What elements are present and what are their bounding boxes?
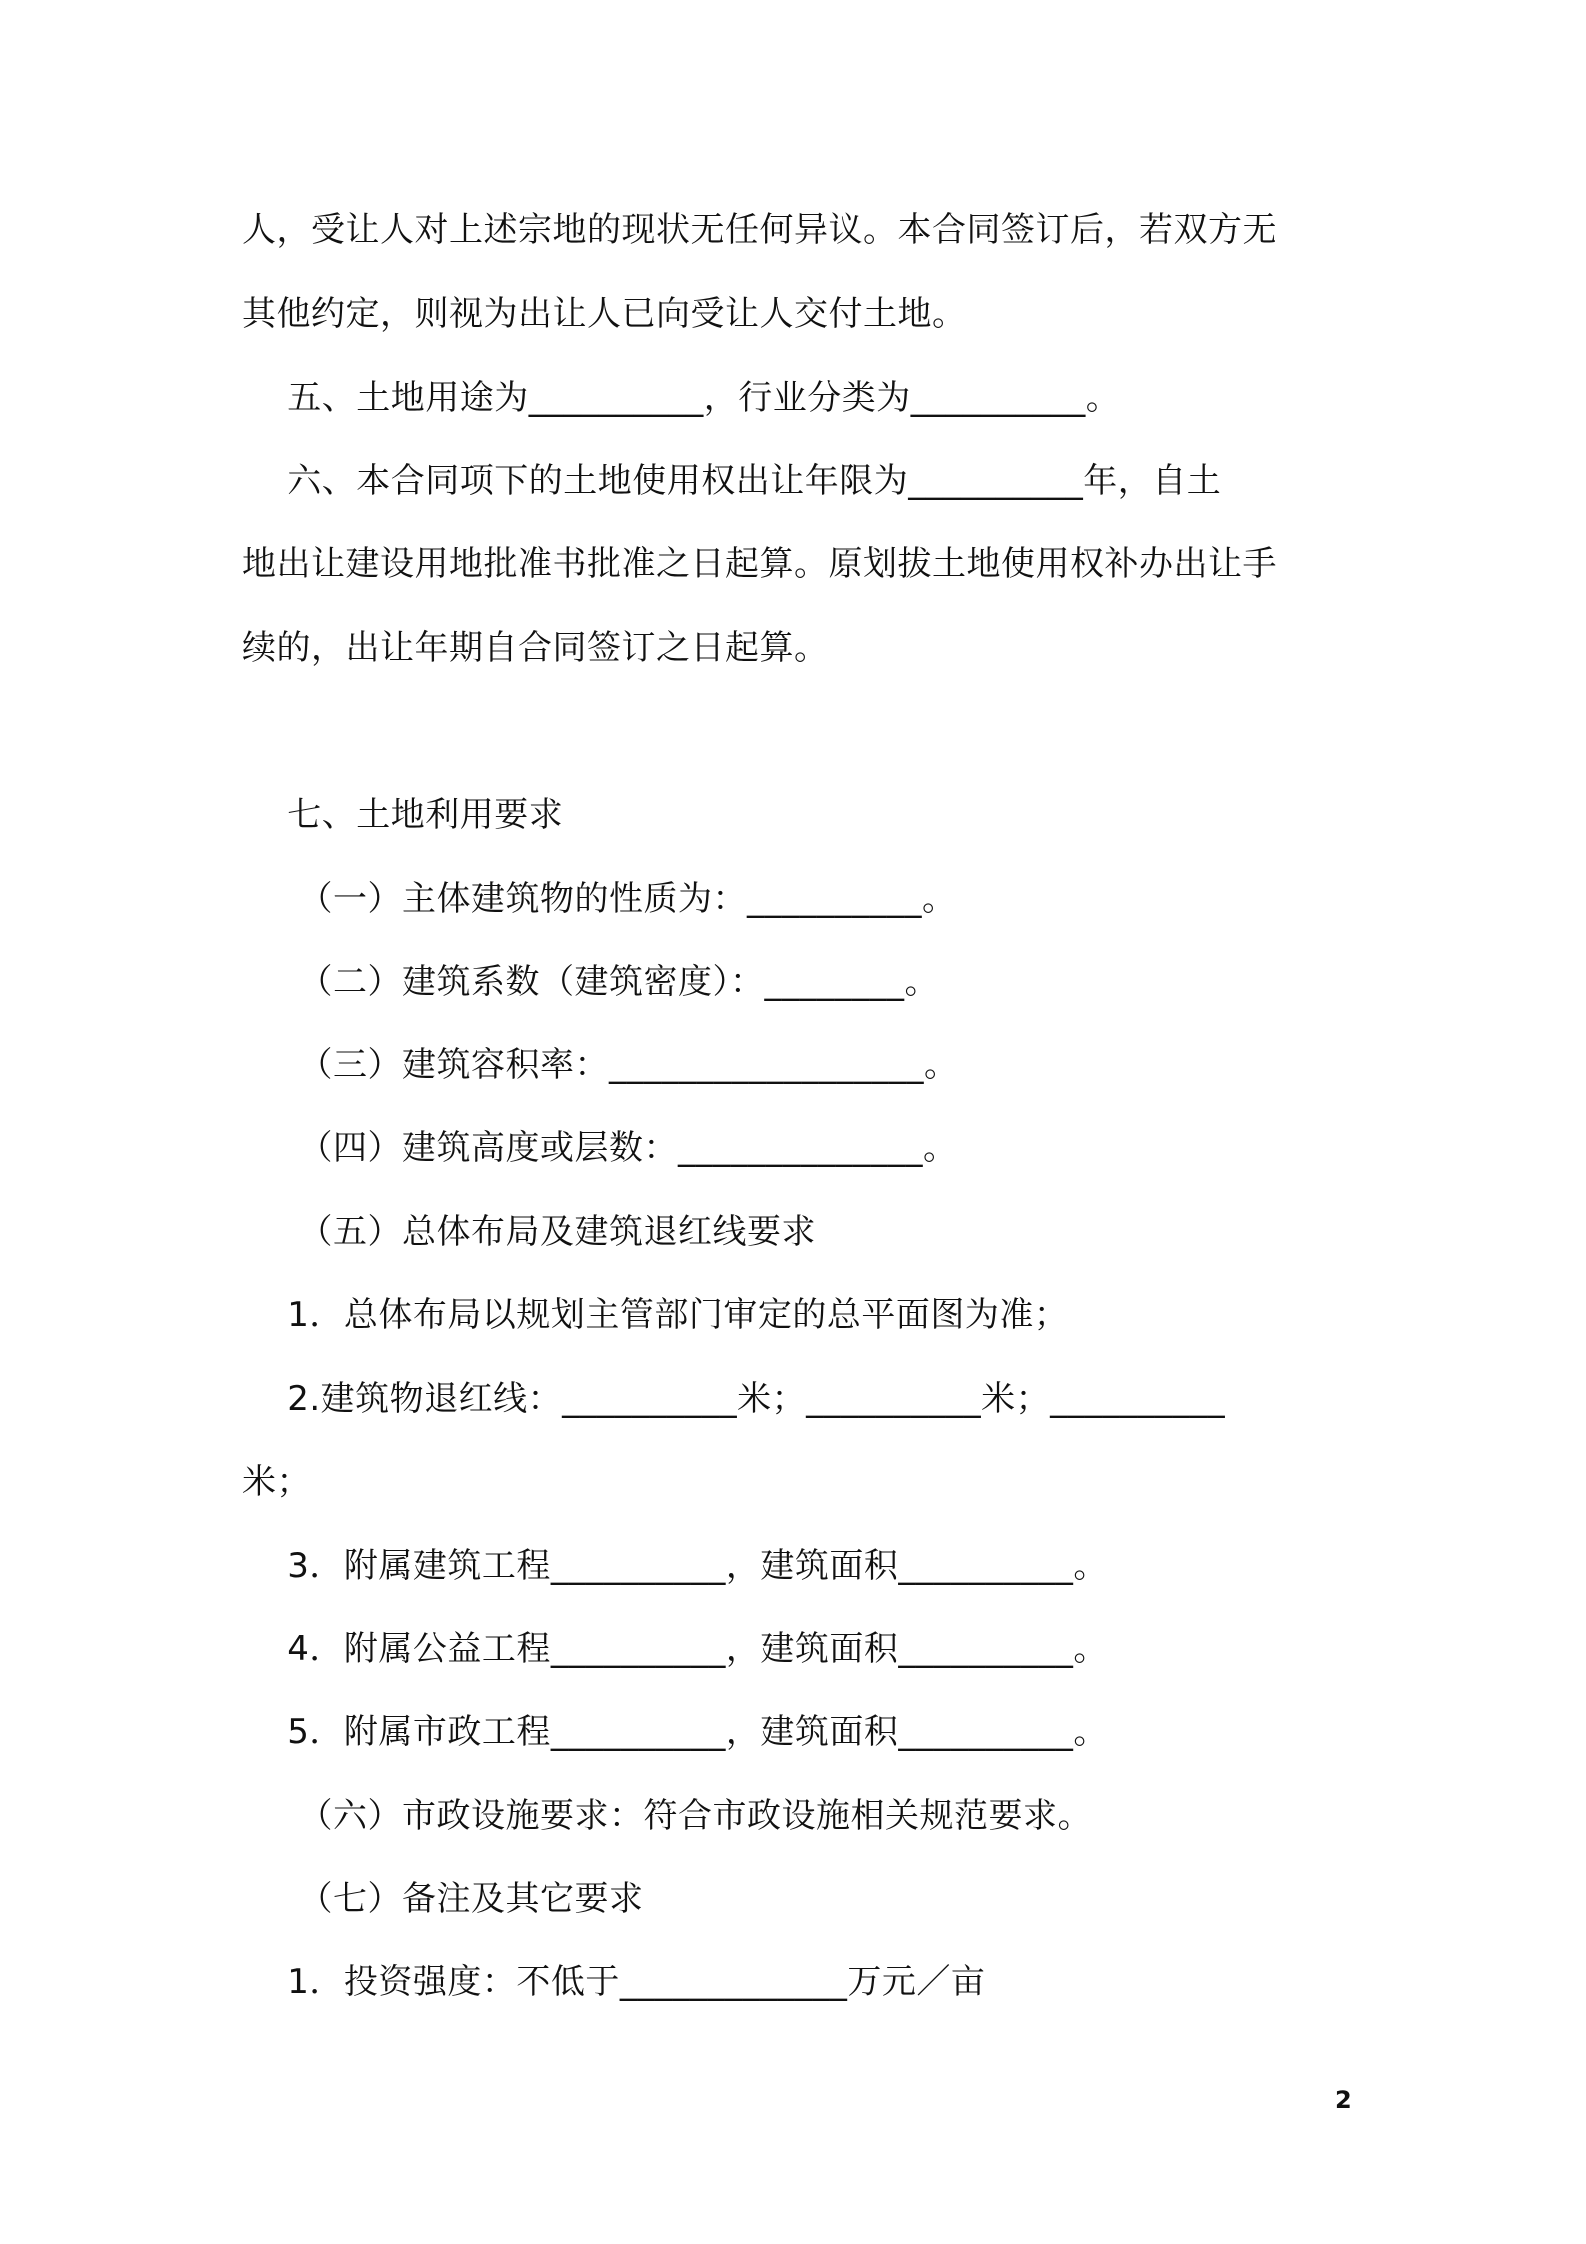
text-line: 1．总体布局以规划主管部门审定的总平面图为准； bbox=[242, 1295, 1069, 1335]
text-line: （七）备注及其它要求 bbox=[242, 1879, 644, 1919]
text-line: 六、本合同项下的土地使用权出让年限为__________年，自土 bbox=[242, 461, 1222, 501]
text-line: 地出让建设用地批准书批准之日起算。原划拔土地使用权补办出让手 bbox=[242, 544, 1277, 584]
text-line: 其他约定，则视为出让人已向受让人交付土地。 bbox=[242, 294, 967, 334]
text-line: 2.建筑物退红线：__________米；__________米；__________ bbox=[242, 1379, 1226, 1419]
text-line: （五）总体布局及建筑退红线要求 bbox=[242, 1212, 817, 1252]
text-line: 4．附属公益工程__________，建筑面积__________。 bbox=[242, 1629, 1108, 1669]
page-number: 2 bbox=[1335, 2086, 1352, 2114]
section-heading: 七、土地利用要求 bbox=[242, 795, 564, 835]
text-line: 续的，出让年期自合同签订之日起算。 bbox=[242, 628, 829, 668]
text-line: 3．附属建筑工程__________，建筑面积__________。 bbox=[242, 1546, 1108, 1586]
text-line: （三）建筑容积率：__________________。 bbox=[242, 1045, 959, 1085]
text-line: 人，受让人对上述宗地的现状无任何异议。本合同签订后，若双方无 bbox=[242, 210, 1277, 250]
text-line: 米； bbox=[242, 1462, 311, 1502]
text-line: （四）建筑高度或层数：______________。 bbox=[242, 1128, 958, 1168]
text-line: （六）市政设施要求：符合市政设施相关规范要求。 bbox=[242, 1796, 1093, 1836]
text-line: （一）主体建筑物的性质为：__________。 bbox=[242, 879, 957, 919]
text-line: 5．附属市政工程__________，建筑面积__________。 bbox=[242, 1712, 1108, 1752]
text-line: 五、土地用途为__________，行业分类为__________。 bbox=[242, 378, 1121, 418]
text-line: （二）建筑系数（建筑密度）：________。 bbox=[242, 962, 940, 1002]
text-line: 1．投资强度：不低于_____________万元／亩 bbox=[242, 1962, 986, 2002]
